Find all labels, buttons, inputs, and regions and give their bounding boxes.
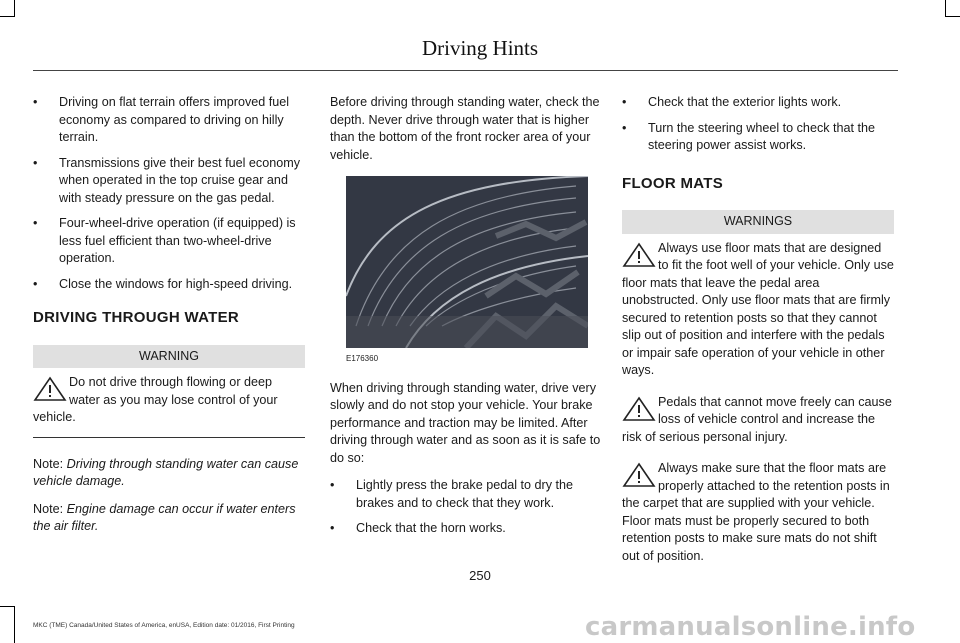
warning-item [622, 460, 894, 565]
list-item: • Close the windows for high-speed driving. [33, 276, 305, 294]
crop-mark [14, 0, 15, 16]
crop-mark [0, 606, 15, 607]
warning-rule [33, 437, 305, 438]
check-list [622, 94, 894, 155]
header-rule [33, 70, 898, 71]
paragraph: When driving through standing water, drive very slowly and do not stop your vehicle. Your brake performance and traction may be limited. After driving through water and as soon as it is safe to do so: [330, 380, 601, 465]
warning-item [622, 240, 894, 380]
list-item: • Turn the steering wheel to check that the steering power assist works. [622, 120, 894, 155]
list-item: • Lightly press the brake pedal to dry the brakes and to check that they work. [330, 477, 602, 512]
column-left [33, 94, 305, 546]
intro-paragraph: Before driving through standing water, check the depth. Never drive through water that is higher than the bottom of the front rocker area of your vehicle. [330, 95, 600, 162]
warning-item [622, 394, 894, 447]
warning-text: Always use floor mats that are designed to fit the foot well of your vehicle. Only use floor mats that leave the pedal area unobstructed. Only use floor mats that are firmly secured to retention posts so that they cannot slip out of position and interfere with the pedals or impair safe operation of your vehicle in other ways. [622, 240, 894, 377]
warning-text: Pedals that cannot move freely can cause loss of vehicle control and increase the risk of serious personal injury. [622, 394, 892, 444]
warning-text: Always make sure that the floor mats are properly attached to the retention posts in the carpet that are supplied with your vehicle. Floor mats must be properly secured to both retention posts to make sure mats do not shift out of position. [622, 461, 890, 563]
vehicle-wheel-illustration [346, 176, 588, 348]
crop-mark [945, 0, 946, 16]
warning-triangle-icon [622, 396, 656, 422]
warning-text: Do not drive through flowing or deep water as you may lose control of your vehicle. [33, 375, 278, 424]
crop-mark [0, 16, 15, 17]
note-text: Engine damage can occur if water enters the air filter. [33, 501, 296, 533]
page-number: 250 [469, 568, 491, 583]
water-depth-illustration [346, 176, 588, 348]
watermark: carmanualsonline.info [585, 612, 916, 642]
list-item: • Four-wheel-drive operation (if equipped) is less fuel efficient than two-wheel-drive operation. [33, 215, 305, 268]
list-item: • Check that the exterior lights work. [622, 94, 894, 112]
after-water-list [330, 477, 602, 538]
list-item: • Driving on flat terrain offers improved fuel economy as compared to driving on hilly terrain. [33, 94, 305, 147]
note-paragraph [33, 456, 305, 491]
warning-bar: WARNINGS [622, 210, 894, 234]
column-right [622, 94, 894, 565]
warning-triangle-icon [622, 242, 656, 268]
list-item: • Transmissions give their best fuel economy when operated in the top cruise gear and with steady pressure on the gas pedal. [33, 155, 305, 208]
warning-bar: WARNING [33, 345, 305, 369]
page-header-title: Driving Hints [421, 36, 539, 60]
edition-line: MKC (TME) Canada/United States of America, enUSA, Edition date: 01/2016, First Printing [33, 622, 295, 629]
note-paragraph [33, 501, 305, 536]
column-middle [330, 94, 602, 546]
list-item: • Check that the horn works. [330, 520, 602, 538]
note-label: Note: [33, 501, 64, 516]
warning-triangle-icon [622, 462, 656, 488]
note-label: Note: [33, 456, 64, 471]
warning-triangle-icon [33, 376, 67, 402]
note-text: Driving through standing water can cause vehicle damage. [33, 456, 299, 488]
section-heading-water: DRIVING THROUGH WATER [33, 309, 240, 326]
figure-id: E176360 [346, 354, 379, 363]
crop-mark [14, 606, 15, 643]
warning-item [33, 374, 305, 427]
crop-mark [945, 16, 960, 17]
driving-hints-list [33, 94, 305, 293]
section-heading-floor-mats: FLOOR MATS [622, 174, 724, 192]
